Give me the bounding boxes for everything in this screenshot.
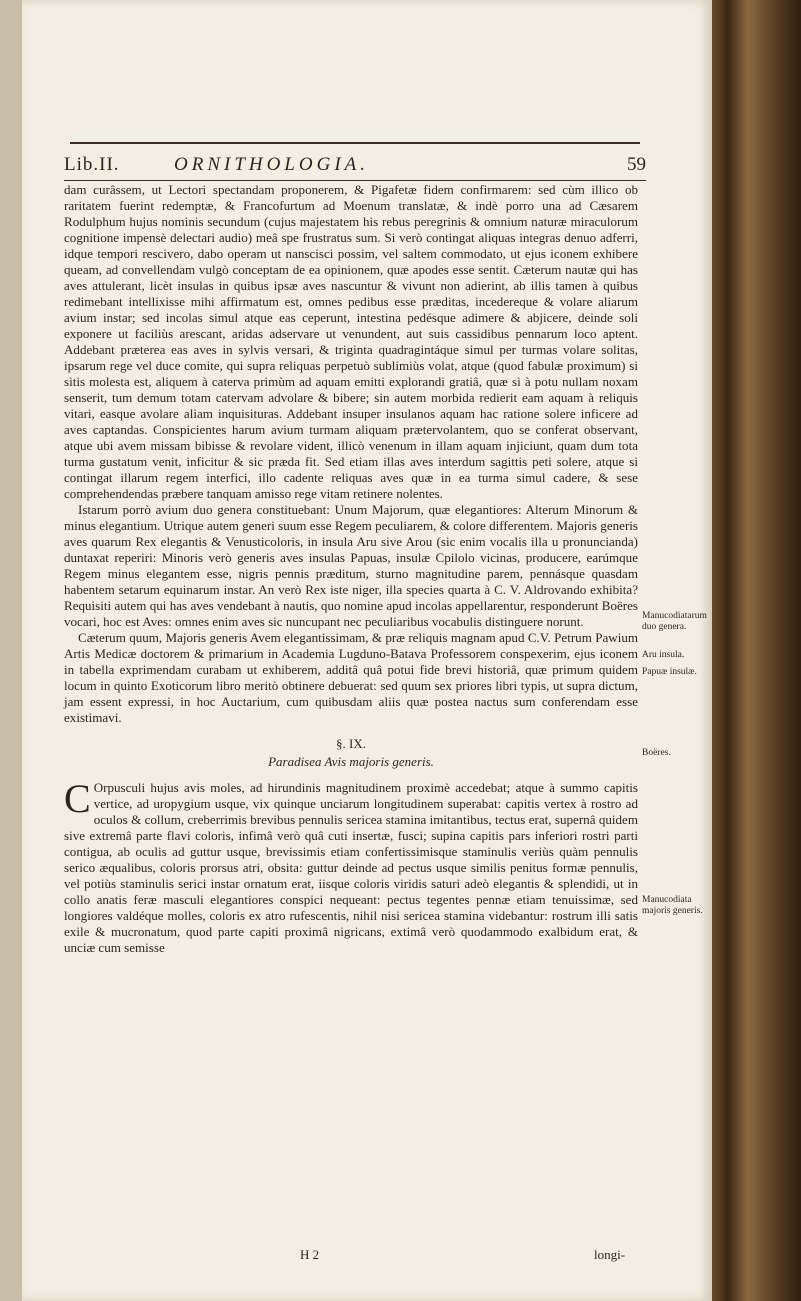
margin-note: Manucodiatarum duo genera. [642,611,707,632]
section-paragraph [64,776,638,956]
section-subtitle: Paradisea Avis majoris generis. [268,754,434,769]
section-paragraph-text: Orpusculi hujus avis moles, ad hirundinis magnitudinem proximè accedebat; atque à summo capitis vertice, ad uropygium usque, vix quinque unciarum longitudinem superabat: capitis vertex à rostro ad oculos & collum, creberrimis brevibus pennulis sericea stamina imitantibus, tectus erat, supernâ quidem sive extremâ parte flavi coloris, infimâ verò quâ cuti insertæ, fusci; supina capitis pars inferiori rostri parti contigua, ab oculis ad guttur usque, brevissimis etiam confertissimisque staminulis veriùs quàm pennulis serico æqualibus, coloris prorsus atri, obsita: guttur deinde ad pectus usque similis penitus formæ pennulis, vel potiùs staminulis serici instar ornatum erat, iisque coloris viridis saturi adeò elegantis & splendidi, ut in collo anatis feræ masculi elegantiores conspici nequeant: pectus tegentes pennæ etiam tenuissimæ, sed longiores valdéque molles, coloris ex atro rufescentis, nihil nisi sericea stamina videbantur: rostrum illi satis exile & mucronatum, quod parte capiti proximâ nigricans, extimâ verò quodammodo exalbidum erat, & unciæ cum semisse [64,780,638,955]
page-number: 59 [627,154,646,175]
paragraph: dam curâssem, ut Lectori spectandam proponerem, & Pigafetæ fidem confirmarem: sed cùm illico ob raritatem fuerint redemptæ, & Francofurtum ad Moenum translatæ, & indè porro una ad Cæsarem Rodulphum hujus nominis secundum (cujus majestatem his rebus peregrinis & omnium naturæ miraculorum cognitione impensè delectari audio) meâ spe frustratus sum. Si verò contingat aliquas integras denuo adferri, idque tempori rescivero, dabo operam ut nanscisci possim, vel saltem commodato, ut ejus iconem exhibere queam, ad convellendam vulgò conceptam de ea opinionem, quæ apodes esse sentit. Cæterum nautæ qui has aves attulerant, licèt insulas in quibus ipsæ aves nascuntur & vivunt non adierint, ab illis tamen à quibus redimebant intellixisse mihi affirmatum est, omnes pedibus esse præditas, incedereque & volare aliarum avium instar; sed incolas simul atque eas ceperunt, intestina pedésque adimere & abjicere, deinde soli exponere ut faciliùs arescant, aridas adservare ut venundent, aut suis cassidibus pennarum loco aptent. Addebant præterea eas aves in sylvis versari, & triginta quadragintáque simul per turmas volare solitas, ipsarum rege vel duce comite, qui supra reliquas perpetuò sublimiùs volat, atque (quod fabulæ proximum) si sitis molesta est, aliquem à caterva primùm ad aquam emitti explorandi gratiâ, quæ si à potu nullam noxam senserit, tum demum totam catervam advolare & bibere; sin autem morbida redierit eam aquam à reliquis vitari, easque avolare aliam inquisituras. Addebant insuper insulanos aquam hac ratione solere inficere ad aves captandas. Conspicientes harum avium turmam aliquam prætervolantem, quo se conferat observant, atque ubi avem missam bibisse & revolare vident, illicò venenum in illam aquam injiciunt, quam dum tota turma gustatum venit, inficitur & sic præda fit. Sed etiam illas aves interdum sagittis peti solere, atque si contingat illarum regem interfici, illo cadente reliquas aves quæ in ea turma simul cadere, & sese comprehendendas præbere tanquam amisso rege vitam retinere nolentes. [64,182,638,501]
running-header [64,154,646,180]
book-number: Lib.II. [64,154,120,175]
book-spine [712,0,801,1301]
paragraph: Cæterum quum, Majoris generis Avem elegantissimam, & præ reliquis magnam apud C.V. Petrum Pawium Artis Medicæ doctorem & primarium in Academia Lugduno-Batava Professorem conspexerim, ejus iconem in tabella exprimendam curabam ut exhiberem, additâ quâ potui fide brevi historiâ, quæ primum quidem locum in quinto Exoticorum libro meritò obtinere debuerat: sed quum sex priores libri typis, ut supra dictum, jam essent expressi, in hoc Auctarium, cum quibusdam aliis quæ postea nactus sum conferendam esse existimavi. [64,630,638,725]
running-title: ORNITHOLOGIA. [174,154,370,175]
paragraph: Istarum porrò avium duo genera constituebant: Unum Majorum, quæ elegantiores: Alterum Minorum & minus elegantium. Utrique autem generi suum esse Regem peculiarem, & colore differentem. Majoris generis aves quarum Rex elegantis & Venusticoloris, in insula Aru sive Arou (sic enim vocalis illa u pronuncianda) duntaxat reperiri: Minoris verò generis aves insulas Papuas, insulæ Cpilolo vicinas, producere, earúmque Regem minus elegantem esse, nigris pennis præditum, sturno magnitudine parem, pennásque quasdam habentem setarum equinarum instar. An verò Rex iste niger, illa species quarta à C. V. Aldrovando exhibita? Requisiti autem qui has aves vendebant à nautis, quo nomine apud incolas appellarentur, responderunt Boëres vocari, hoc est Aves: omnes enim aves sic nuncupant nec peculiaribus vocabulis distinguere norunt. [64,502,638,629]
catchword: longi- [594,1247,626,1262]
top-rule [70,142,640,144]
margin-note: Papuæ insulæ. [642,667,697,677]
margin-note: Boëres. [642,748,671,758]
header-rule [64,180,646,181]
margin-note: Manucodiata majoris generis. [642,895,703,916]
main-text [64,182,638,956]
section-number: §. IX. [336,736,366,751]
drop-cap: C [64,776,91,821]
signature-mark: H 2 [300,1247,320,1262]
margin-note: Aru insula. [642,650,685,660]
